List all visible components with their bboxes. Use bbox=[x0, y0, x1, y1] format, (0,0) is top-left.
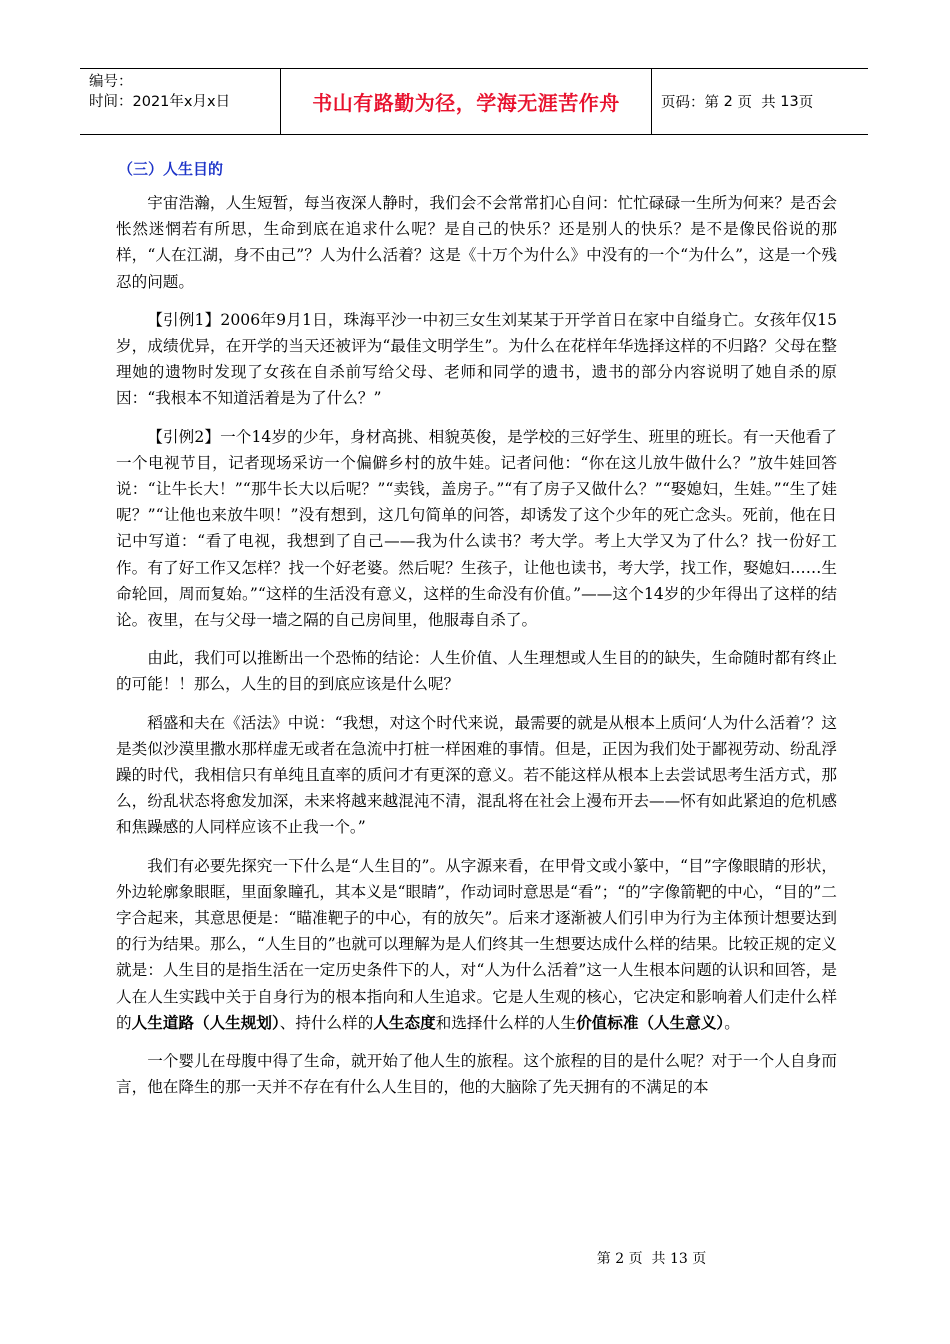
page-footer bbox=[0, 1248, 950, 1268]
header-motto: 书山有路勤为径，学海无涯苦作舟 bbox=[281, 69, 652, 134]
paragraph-quote: 稻盛和夫在《活法》中说：“我想，对这个时代来说，最需要的就是从根本上质问‘人为什么活着’？这是类似沙漠里撒水那样虚无或者在急流中打桩一样困难的事情。但是，正因为我们处于鄙视劳动、纷乱浮躁的时代，我相信只有单纯且直率的质问才有更深的意义。若不能这样从根本上去尝试思考生活方式，那么，纷乱状态将愈发加深，未来将越来越混沌不清，混乱将在社会上漫布开去——怀有如此紧迫的危机感和焦躁感的人同样应该不止我一个。” bbox=[116, 713, 837, 837]
page-total: 13 bbox=[780, 93, 799, 110]
paragraph-inference: 由此，我们可以推断出一个恐怖的结论：人生价值、人生理想或人生目的的缺失，生命随时都有终止的可能！！那么，人生的目的到底应该是什么呢？ bbox=[116, 649, 837, 694]
footer-suffix: 页 bbox=[692, 1251, 707, 1267]
page-header bbox=[80, 68, 868, 135]
footer-current: 2 bbox=[615, 1251, 625, 1267]
definition-joiner-2: 和选择什么样的人生 bbox=[435, 1013, 577, 1032]
footer-prefix: 第 bbox=[596, 1251, 611, 1267]
definition-end: 。 bbox=[724, 1013, 740, 1032]
definition-joiner-1: 、持什么样的 bbox=[279, 1013, 374, 1032]
bold-life-attitude: 人生态度 bbox=[373, 1012, 436, 1032]
page-current: 2 bbox=[723, 93, 733, 110]
page-prefix: 页码：第 bbox=[661, 95, 719, 111]
paragraph-intro: 宇宙浩瀚，人生短暂，每当夜深人静时，我们会不会常常扪心自问：忙忙碌碌一生所为何来？是否会怅然迷惘若有所思，生命到底在追求什么呢？是自己的快乐？还是别人的快乐？是不是像民俗说的那样，“人在江湖，身不由己”？人为什么活着？这是《十万个为什么》中没有的一个“为什么”，这是一个残忍的问题。 bbox=[116, 194, 837, 291]
footer-mid: 页 共 bbox=[628, 1251, 666, 1267]
code-label: 编号： bbox=[89, 74, 133, 90]
page-mid: 页 共 bbox=[737, 95, 776, 111]
paragraph-definition bbox=[116, 853, 837, 1036]
paragraph-journey: 一个婴儿在母腹中得了生命，就开始了他人生的旅程。这个旅程的目的是什么呢？对于一个人自身而言，他在降生的那一天并不存在有什么人生目的，他的大脑除了先天拥有的不满足的本 bbox=[116, 1052, 837, 1097]
bold-value-standard: 价值标准（人生意义） bbox=[576, 1012, 725, 1032]
header-meta bbox=[80, 69, 281, 134]
footer-total: 13 bbox=[669, 1251, 688, 1267]
document-body bbox=[116, 190, 837, 1113]
section-title: （三）人生目的 bbox=[118, 160, 224, 178]
paragraph-example-2: 【引例2】一个14岁的少年，身材高挑、相貌英俊，是学校的三好学生、班里的班长。有一天他看了一个电视节目，记者现场采访一个偏僻乡村的放牛娃。记者问他：“你在这儿放牛做什么？”放牛娃回答说：“让牛长大！”“那牛长大以后呢？”“卖钱，盖房子。”“有了房子又做什么？”“娶媳妇，生娃。”“生了娃呢？”“让他也来放牛呗！”没有想到，这几句简单的问答，却诱发了这个少年的死亡念头。死前，他在日记中写道：“看了电视，我想到了自己——我为什么读书？考大学。考上大学又为了什么？找一份好工作。有了好工作又怎样？找一个好老婆。然后呢？生孩子，让他也读书，考大学，找工作，娶媳妇……生命轮回，周而复始。”“这样的生活没有意义，这样的生命没有价值。”——这个14岁的少年得出了这样的结论。夜里，在与父母一墙之隔的自己房间里，他服毒自杀了。 bbox=[116, 427, 837, 630]
definition-text: 我们有必要先探究一下什么是“人生目的”。从字源来看，在甲骨文或小篆中，“目”字像眼睛的形状，外边轮廓象眼眶，里面象瞳孔，其本义是“眼睛”，作动词时意思是“看”；“的”字像箭靶的中心，“目的”二字合起来，其意思便是：“瞄准靶子的中心，有的放矢”。后来才逐渐被人们引申为行为主体预计想要达到的行为结果。那么，“人生目的”也就可以理解为是人们终其一生想要达成什么样的结果。比较正规的定义就是：人生目的是指生活在一定历史条件下的人，对“人为什么活着”这一人生根本问题的认识和回答，是人在人生实践中关于自身行为的根本指向和人生追求。它是人生观的核心，它决定和影响着人们走什么样的 bbox=[116, 856, 837, 1032]
header-page-info bbox=[652, 69, 868, 134]
date-label: 时间：2021年x月x日 bbox=[89, 94, 231, 110]
page-suffix: 页 bbox=[798, 95, 814, 111]
bold-life-path: 人生道路（人生规划） bbox=[131, 1012, 280, 1032]
paragraph-example-1: 【引例1】2006年9月1日，珠海平沙一中初三女生刘某某于开学首日在家中自缢身亡。女孩年仅15岁，成绩优异，在开学的当天还被评为“最佳文明学生”。为什么在花样年华选择这样的不归路？父母在整理她的遗物时发现了女孩在自杀前写给父母、老师和同学的遗书，遗书的部分内容说明了她自杀的原因：“我根本不知道活着是为了什么？” bbox=[116, 310, 837, 408]
